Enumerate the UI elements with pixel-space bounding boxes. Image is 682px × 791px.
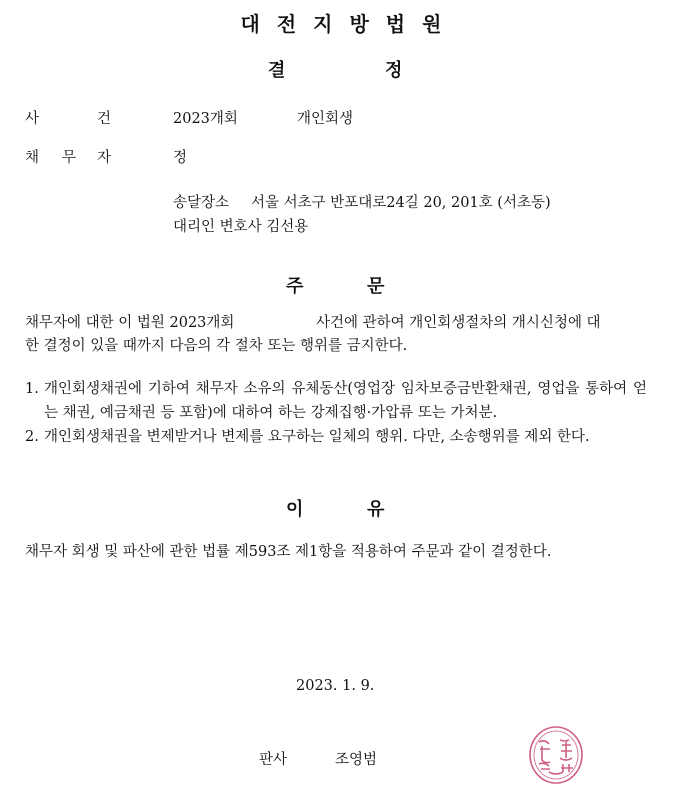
order-intro-line1-a: 채무자에 대한 이 법원 2023개회 [25,315,235,331]
reason-text: 채무자 회생 및 파산에 관한 법률 제593조 제1항을 적용하여 주문과 같이 결정한다. [25,544,552,560]
doc-title-right: 정 [385,60,403,81]
debtor-name: 정 [173,150,188,166]
order-item-text: 개인회생채권에 기하여 채무자 소유의 유체동산(영업장 임차보증금반환채권, 영업을 통하여 얻는 채권, 예금채권 등 포함)에 대하여 하는 강제집행·가압류 또는 가처분. [44,381,647,421]
court-name: 대전지방법원 [240,12,459,36]
judge-title: 판사 [259,752,288,768]
order-intro-line1-b: 사건에 관하여 개인회생절차의 개시신청에 대 [316,315,601,331]
address-label: 송달장소 [173,195,230,211]
case-label-right: 건 [97,111,112,127]
order-intro-line2: 한 결정이 있을 때까지 다음의 각 절차 또는 행위를 금지한다. [25,338,408,354]
order-item-1 [25,377,647,425]
case-number: 2023개회 [173,111,238,127]
order-item-number: 2. [25,429,39,445]
order-heading-left: 주 [286,276,304,297]
judge-seal-stamp [527,724,585,786]
reason-heading-right: 유 [367,499,385,520]
order-heading-right: 문 [367,276,385,297]
address-value: 서울 서초구 반포대로24길 20, 201호 (서초동) [251,195,551,211]
order-item-text: 개인회생채권을 변제받거나 변제를 요구하는 일체의 행위. 다만, 소송행위를 제외 한다. [44,429,590,445]
debtor-label-1: 채 [25,150,40,166]
order-item-number: 1. [25,381,39,397]
reason-heading-left: 이 [286,499,304,520]
order-item-2 [25,425,647,449]
agent-line: 대리인 변호사 김선용 [173,219,309,235]
case-name: 개인회생 [297,111,354,127]
case-label-left: 사 [25,111,40,127]
decision-date: 2023. 1. 9. [296,678,375,694]
judge-name: 조영범 [335,752,378,768]
doc-title-left: 결 [268,60,286,81]
debtor-label-2: 무 [62,150,77,166]
debtor-label-3: 자 [97,150,112,166]
